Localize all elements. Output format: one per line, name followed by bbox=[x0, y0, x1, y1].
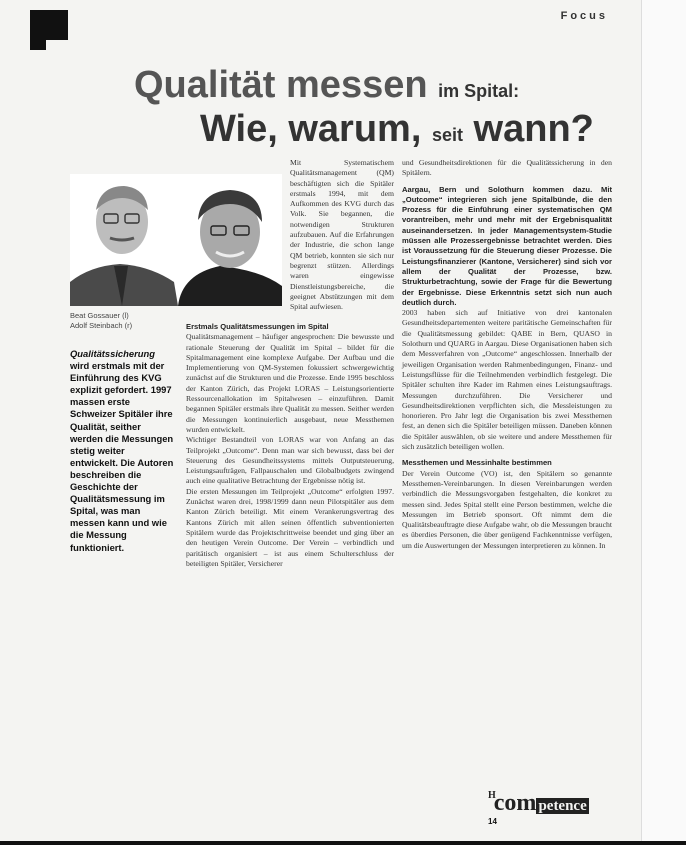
section-label: Focus bbox=[560, 10, 608, 22]
body-paragraph: Wichtiger Bestandteil von LORAS war von Anfang an das Teilprojekt „Outcome“. Denn man war sich bewusst, dass bei der Steuerung des Gesundheitssystems mittels Outputsteuerung, Leistungsaufträgen, Fallpauschalen und Globalbudgets zwingend auch eine qualitative Betrachtung der Ergebnisse nötig ist. bbox=[186, 435, 394, 486]
headline-part-b: wann? bbox=[473, 108, 594, 150]
lead-text: wird erstmals mit der Einführung des KVG explizit gefordert. 1997 massen erste Schweizer Spitäler ihre Qualität, seither werden die Messungen stetig weiter entwickelt. Die Autoren beschreiben die Geschichte der Qualitätsmessung im Spital, was man messen kann und wie die Messung funktioniert. bbox=[70, 360, 174, 553]
logo-rest: petence bbox=[538, 798, 587, 814]
column-2 bbox=[402, 158, 612, 551]
author-photo-image bbox=[70, 174, 282, 306]
photo-caption bbox=[70, 311, 132, 331]
body-paragraph: 2003 haben sich auf Initiative von drei kantonalen Gesundheitsdepartementen weitere paritätische Gemeinschaften für die Qualitätsmessung gebildet: QABE in Bern, QUASO in Solothurn und QUARG in Aargau. Diese Organisationen haben sich dem Messverfahren von „Outcome“ angeschlossen. Innerhalb der jeweiligen Organisation werden Rahmenbedingungen, Finanz- und Leistungsflüsse für die Teilnehmenden verbindlich festgelegt. Die Spitäler schulten ihre Kader im Rahmen eines Leistungsauftrags. Messungen durchzuführen. Die Versicherer und Gesundheitsdirektionen verpflichten sich, die Messleistungen zu honorieren. Pro Jahr legt die Organisation bis zwei Messthemen fest, an denen sich die Spitäler beteiligen müssen. Daneben können die Spitäler auswählen, ob sie weitere und andere Messthemen für sich zusätzlich beteiligen wollen. bbox=[402, 308, 612, 452]
body-paragraph: Qualitätsmanagement – häufiger angesprochen: Die bewusste und rationale Steuerung der Qualität im Spital – bildet für die Spitalmanagement eine komplexe Aufgabe. Der Aufbau und die Implementierung von QM-Systemen fokussiert schwergewichtig zunächst auf die Strukturen und die Prozesse. Ende 1995 beschloss der Kanton Zürich, das Projekt LORAS – Leistungsorientierte Ressourcenallokation im Spitalwesen – einzuführen. Damit begannen Spitäler erstmals ihre Qualität zu messen. Seither werden die Messungen kontinuierlich ausgebaut, neue Messthemen wurden entwickelt. bbox=[186, 332, 394, 434]
intro-paragraph: Mit Systematischem Qualitätsmanagement (QM) beschäftigten sich die Spitäler erstmals 1994, mit dem Aufkommen des KVG durch das Volk. Sie begannen, die notwendigen Strukturen aufzubauen. Auf die Erfahrungen der Industrie, die schon lange QM betrieb, konnten sie sich nur begrenzt stützen. Allerdings waren eingewisse Dienstleistungsbereiche, die geeignet Abstützungen mit dem Spital aufwiesen. bbox=[290, 158, 394, 312]
column-1-body bbox=[186, 316, 394, 569]
competence-logo bbox=[488, 790, 589, 817]
corner-square bbox=[44, 10, 68, 40]
author-photo bbox=[70, 174, 282, 306]
subheading-3: Messthemen und Messinhalte bestimmen bbox=[402, 458, 552, 468]
body-paragraph: und Gesundheitsdirektionen für die Qualitätssicherung in den Spitälern. bbox=[402, 158, 612, 178]
headline-line-2 bbox=[200, 108, 594, 151]
headline-sub-2: seit bbox=[431, 125, 463, 145]
page-edge bbox=[641, 0, 686, 845]
lead-paragraph bbox=[70, 348, 174, 554]
body-paragraph: Die ersten Messungen im Teilprojekt „Outcome“ erfolgten 1997. Zunächst waren drei, 1998/1999 dann neun Pilotspitäler aus dem Kanton Zürich beteiligt. Mit einem Verankerungsvertrag des Kantons Zürich mit allen seinen öffentlich subventionierten Spitälern wurde das Projektschrittweise beendet und ging über an den heutigen Verein Outcome. Der Verein – verbindlich und paritätisch organisiert – ist aus einem Schulterschluss der beteiligten Spitäler, Versicherer bbox=[186, 486, 394, 568]
logo-letter: H bbox=[488, 790, 496, 801]
subheading-2: Aargau, Bern und Solothurn kommen dazu. Mit „Outcome“ integrieren sich jene Spitalbünde, die den Prozess für die Einführung einer systematischen QM vorantreiben, mehr und mehr mit der Ergebnisqualität auseinandersetzen. In jeder Managementsystem-Studie müssen alle Prozessergebnisse betrachtet werden. Dies ist Voraussetzung für die Steuerung dieser Prozesse. Die Leistungsfinanzierer (Kantone, Versicherer) sind sich vor allem der Qualität der Prozesse, bzw. Strukturbetrachtung, sowie der Frage für die Bewertung der Ergebnisse. Diese Erkenntnis setzt sich nun auch deutlich durch. bbox=[402, 184, 612, 307]
subheading-1: Erstmals Qualitätsmessungen im Spital bbox=[186, 322, 329, 331]
caption-line-2: Adolf Steinbach (r) bbox=[70, 321, 133, 330]
page-number: 14 bbox=[488, 817, 497, 826]
headline-main: Qualität messen bbox=[134, 64, 428, 106]
headline-sub: im Spital: bbox=[438, 81, 520, 101]
headline-part-a: Wie, warum, bbox=[200, 108, 422, 150]
caption-line-1: Beat Gossauer (l) bbox=[70, 311, 129, 320]
bottom-edge bbox=[0, 841, 686, 845]
lead-italic: Qualitätssicherung bbox=[70, 348, 155, 359]
body-paragraph: Der Verein Outcome (VO) ist, den Spitälern so genannte Messthemen-Vereinbarungen. In diesen Vereinbarungen werden verbindlich die Messungsvorgaben festgehalten, die konkret zu messen sind. Jedes Spital stellt eine Person bestimmen, welche die Messungen im Betrieb sponsort. Oft nimmt dem die Qualitätsbeauftragte diese Aufgabe wahr, ob die Messungen braucht es überdies Personen, die über genügend Fachkenntnisse verfügen, um die Auswertungen der Messungen interpretieren zu können. In bbox=[402, 468, 612, 550]
column-1-intro bbox=[290, 158, 394, 312]
headline-line-1 bbox=[134, 64, 519, 107]
logo-com: com bbox=[493, 790, 537, 816]
